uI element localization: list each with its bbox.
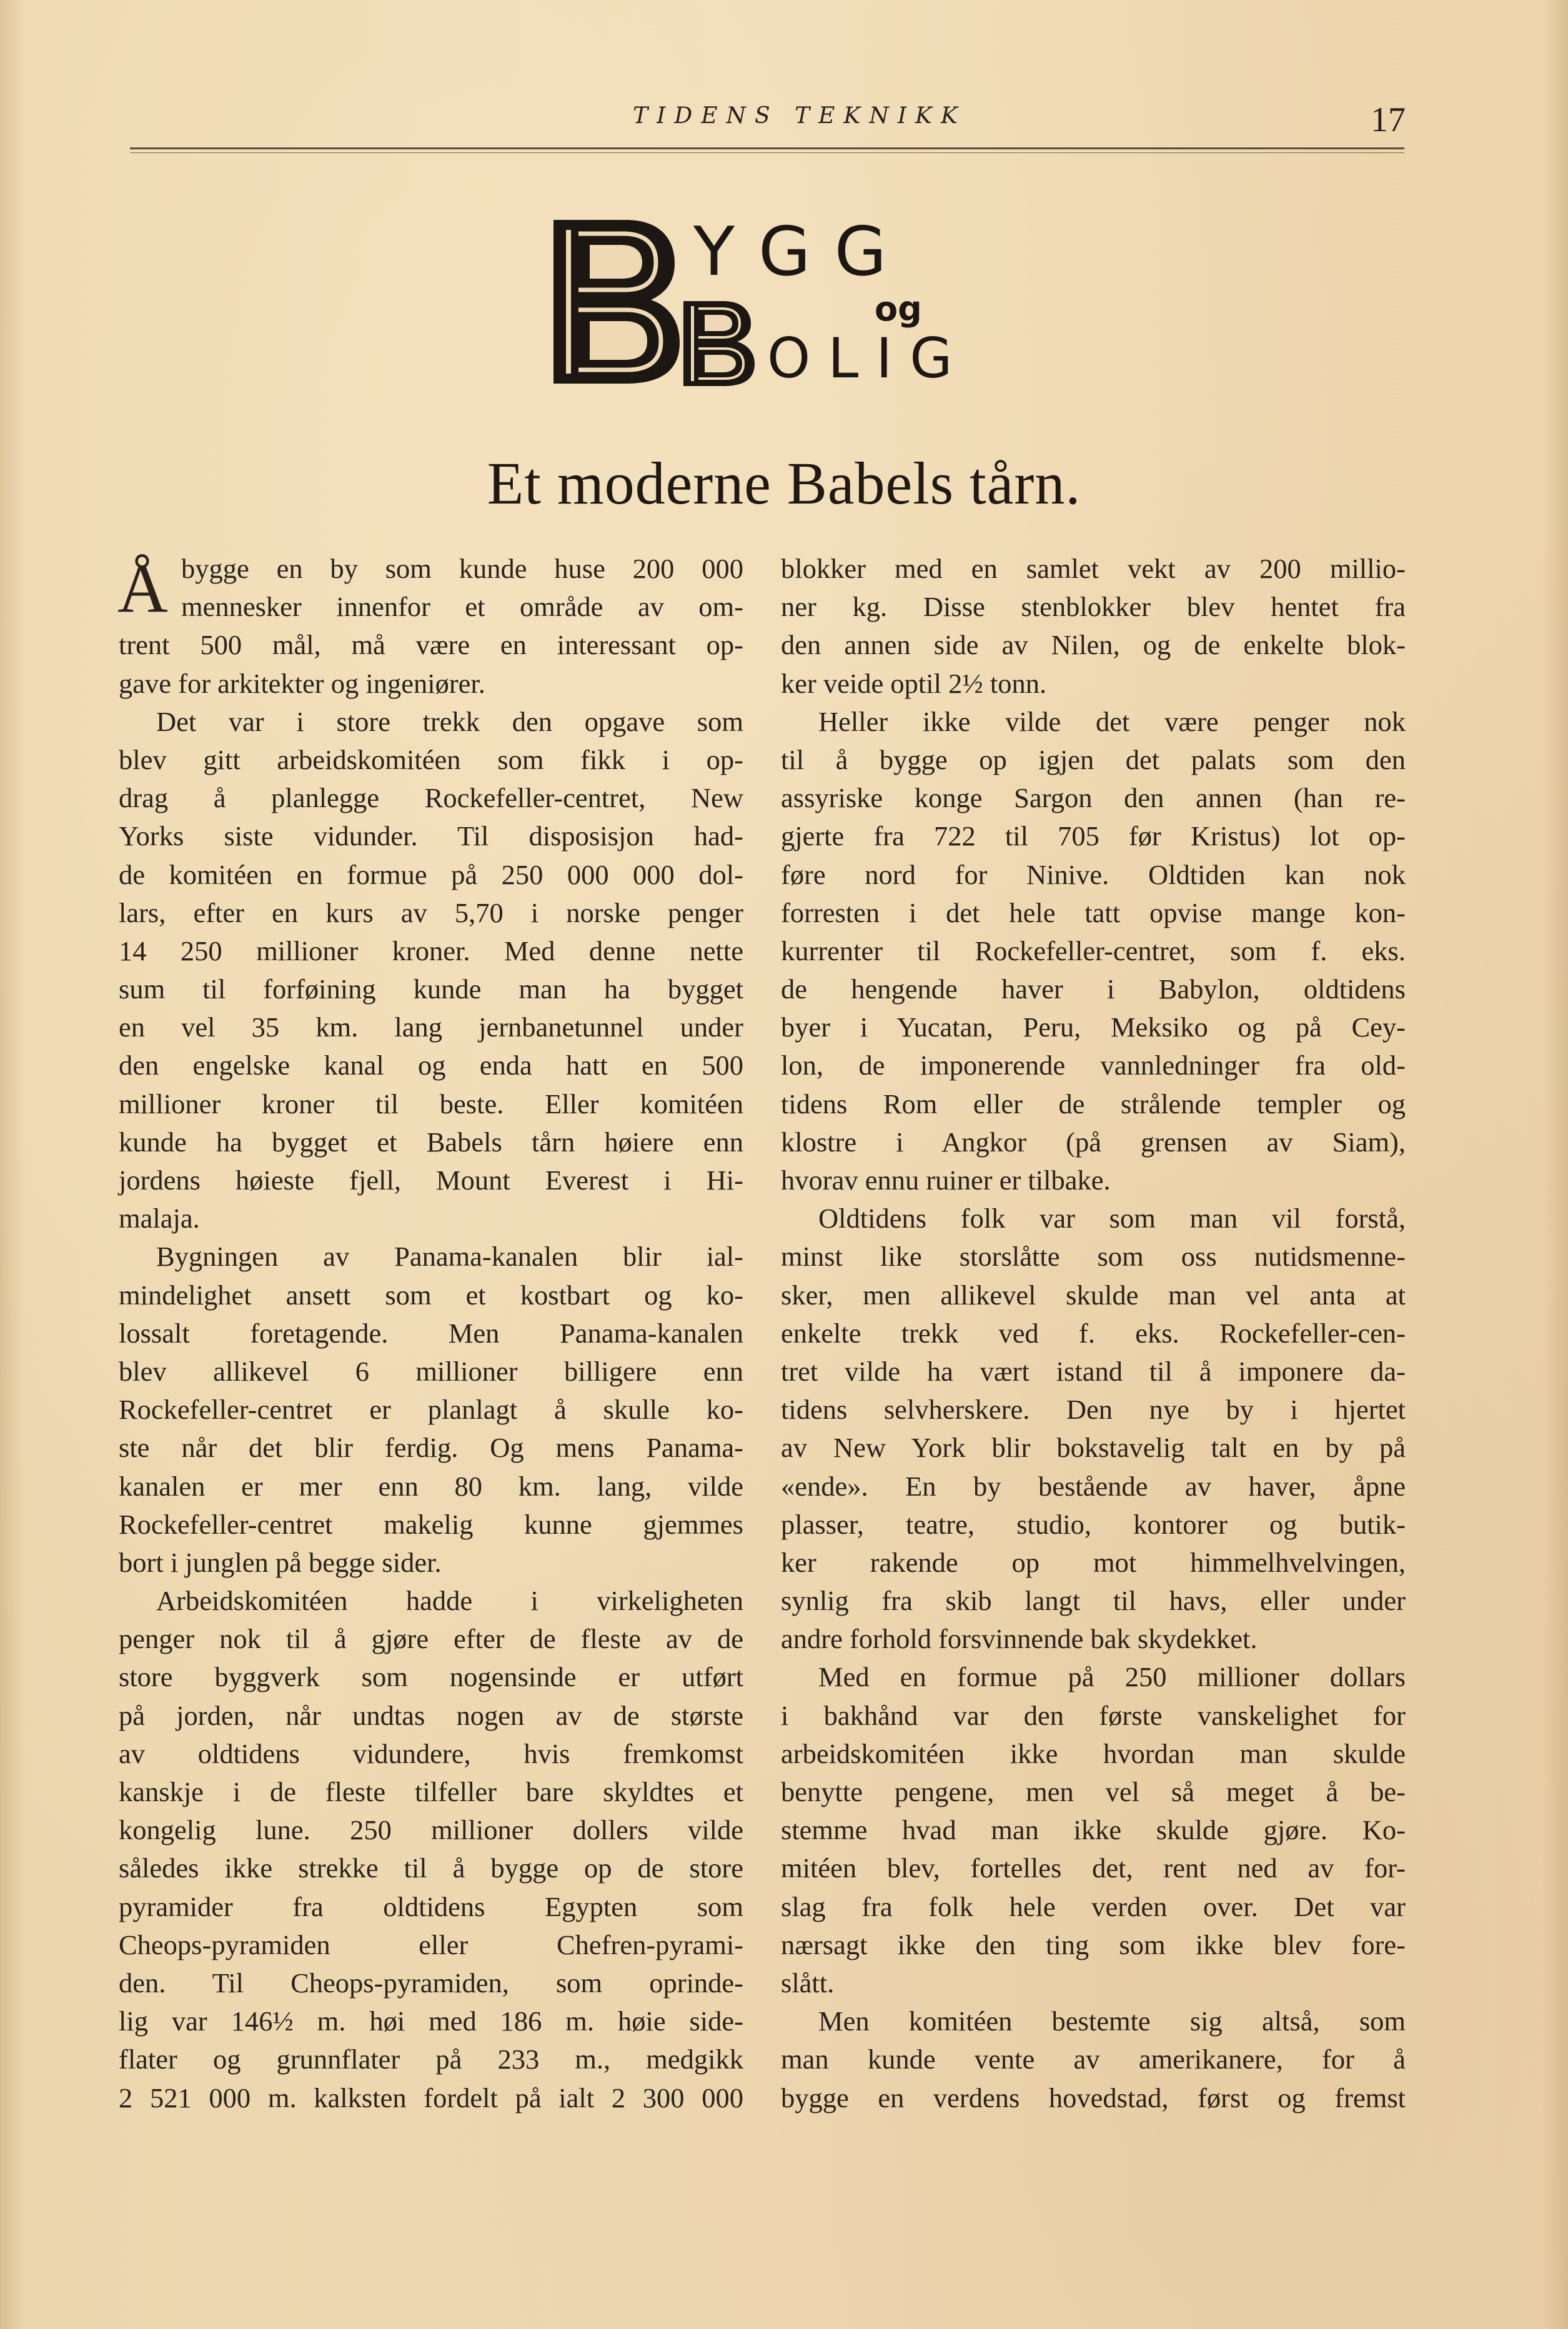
text-line: penger nok til å gjøre efter de fleste av de xyxy=(119,1623,743,1655)
text-line: Med en formue på 250 millioner dollars xyxy=(818,1661,1406,1693)
text-line: 2 521 000 m. kalksten fordelt på ialt 2 300 000 xyxy=(119,2082,743,2113)
text-line: tidens selvherskere. Den nye by i hjertet xyxy=(781,1394,1406,1426)
text-line: forresten i det hele tatt opvise mange kon- xyxy=(781,896,1406,928)
section-logo xyxy=(543,206,993,394)
text-line: lig var 146½ m. høi med 186 m. høie side- xyxy=(119,2005,743,2037)
text-line: synlig fra skib langt til havs, eller under xyxy=(781,1585,1406,1617)
text-line: Arbeidskomitéen hadde i virkeligheten xyxy=(156,1585,743,1617)
text-line: benytte pengene, men vel så meget å be- xyxy=(781,1776,1406,1807)
text-line: pyramider fra oldtidens Egypten som xyxy=(119,1890,743,1922)
text-line: tidens Rom eller de strålende templer og xyxy=(781,1088,1406,1120)
text-line: Men komitéen bestemte sig altså, som xyxy=(818,2005,1406,2037)
text-line: Heller ikke vilde det være penger nok xyxy=(818,705,1406,737)
text-line: den annen side av Nilen, og de enkelte blok- xyxy=(781,629,1406,661)
text-line: sker, men allikevel skulde man vel anta at xyxy=(781,1279,1406,1311)
text-line: byer i Yucatan, Peru, Meksiko og på Cey- xyxy=(781,1011,1406,1043)
text-line: arbeidskomitéen ikke hvordan man skulde xyxy=(781,1737,1406,1769)
text-line: Oldtidens folk var som man vil forstå, xyxy=(818,1203,1406,1234)
text-line: til å bygge op igjen det palats som den xyxy=(781,743,1406,775)
text-line: trent 500 mål, må være en interessant op- xyxy=(119,629,743,661)
text-line: store byggverk som nogensinde er utført xyxy=(119,1661,743,1693)
text-line: gave for arkitekter og ingeniører. xyxy=(119,667,485,699)
logo-word-ygg: YGG xyxy=(693,213,911,291)
text-line: lars, efter en kurs av 5,70 i norske penger xyxy=(119,896,743,928)
text-line: blokker med en samlet vekt av 200 millio- xyxy=(781,553,1406,584)
running-head: TIDENS TEKNIKK xyxy=(633,103,966,129)
logo-word-og: og xyxy=(875,289,922,329)
text-line: Yorks siste vidunder. Til disposisjon had- xyxy=(119,820,743,852)
text-line: kurrenter til Rockefeller-centret, som f. eks. xyxy=(781,935,1406,966)
text-line: slag fra folk hele verden over. Det var xyxy=(781,1890,1406,1922)
text-line: jordens høieste fjell, Mount Everest i Hi- xyxy=(119,1164,743,1196)
text-line: kongelig lune. 250 millioner dollers vilde xyxy=(119,1814,743,1846)
header-rule-thin xyxy=(130,152,1404,153)
text-line: enkelte trekk ved f. eks. Rockefeller-cen- xyxy=(781,1317,1406,1349)
text-line: av New York blir bokstavelig talt en by på xyxy=(781,1432,1406,1464)
text-line: en vel 35 km. lang jernbanetunnel under xyxy=(119,1011,743,1043)
text-line: således ikke strekke til å bygge op de store xyxy=(119,1852,743,1884)
text-line: bygge en verdens hovedstad, først og fremst xyxy=(781,2082,1406,2113)
text-line: mindelighet ansett som et kostbart og ko- xyxy=(119,1279,743,1311)
text-line: på jorden, når undtas nogen av de største xyxy=(119,1699,743,1731)
text-line: av oldtidens vidundere, hvis fremkomst xyxy=(119,1737,743,1769)
text-line: malaja. xyxy=(119,1203,200,1234)
text-line: kunde ha bygget et Babels tårn høiere enn xyxy=(119,1126,743,1158)
text-line: drag å planlegge Rockefeller-centret, New xyxy=(119,782,743,814)
text-line: millioner kroner til beste. Eller komitéen xyxy=(119,1088,743,1120)
text-line: Rockefeller-centret makelig kunne gjemmes xyxy=(119,1508,743,1540)
right-text-column xyxy=(781,550,1406,2117)
text-line: slått. xyxy=(781,1967,835,1999)
text-line: lon, de imponerende vannledninger fra old- xyxy=(781,1050,1406,1081)
text-line: hvorav ennu ruiner er tilbake. xyxy=(781,1164,1111,1196)
text-line: i bakhånd var den første vanskelighet for xyxy=(781,1699,1406,1731)
text-line: klostre i Angkor (på grensen av Siam), xyxy=(781,1126,1406,1158)
text-line: sum til forføining kunde man ha bygget xyxy=(119,973,743,1005)
article-title: Et moderne Babels tårn. xyxy=(487,450,1081,517)
logo-word-olig: OLIG xyxy=(767,326,970,390)
text-line: de komitéen en formue på 250 000 000 dol- xyxy=(119,858,743,890)
text-line: mennesker innenfor et område av om- xyxy=(181,591,743,623)
text-line: Rockefeller-centret er planlagt å skulle ko- xyxy=(119,1394,743,1426)
text-line: bort i junglen på begge sider. xyxy=(119,1546,442,1578)
text-line: Cheops-pyramiden eller Chefren-pyrami- xyxy=(119,1929,743,1960)
logo-big-b-letter xyxy=(551,217,682,386)
text-line: man kunde vente av amerikanere, for å xyxy=(781,2043,1406,2075)
text-line: tret vilde ha vært istand til å imponere da- xyxy=(781,1355,1406,1387)
text-line: Det var i store trekk den opgave som xyxy=(156,705,743,737)
text-line: ner kg. Disse stenblokker blev hentet fra xyxy=(781,591,1406,623)
text-line: «ende». En by bestående av haver, åpne xyxy=(781,1470,1406,1502)
text-line: 14 250 millioner kroner. Med denne nette xyxy=(119,935,743,966)
text-line: de hengende haver i Babylon, oldtidens xyxy=(781,973,1406,1005)
text-line: Bygningen av Panama-kanalen blir ial- xyxy=(156,1241,743,1273)
page-number: 17 xyxy=(1371,101,1406,139)
text-line: mitéen blev, fortelles det, rent ned av for- xyxy=(781,1852,1406,1884)
text-line: ste når det blir ferdig. Og mens Panama- xyxy=(119,1432,743,1464)
text-line: minst like storslåtte som oss nutidsmenne- xyxy=(781,1241,1406,1273)
text-line: den. Til Cheops-pyramiden, som oprinde- xyxy=(119,1967,743,1999)
text-line: ker rakende op mot himmelhvelvingen, xyxy=(781,1546,1406,1578)
text-line: ker veide optil 2½ tonn. xyxy=(781,667,1047,699)
left-text-column xyxy=(119,550,743,2117)
text-line: plasser, teatre, studio, kontorer og butik- xyxy=(781,1508,1406,1540)
text-line: blev allikevel 6 millioner billigere enn xyxy=(119,1355,743,1387)
text-line: føre nord for Ninive. Oldtiden kan nok xyxy=(781,858,1406,890)
text-line: andre forhold forsvinnende bak skydekket. xyxy=(781,1623,1258,1655)
text-line: kanalen er mer enn 80 km. lang, vilde xyxy=(119,1470,743,1502)
text-line: stemme hvad man ikke skulde gjøre. Ko- xyxy=(781,1814,1406,1846)
text-line: assyriske konge Sargon den annen (han re- xyxy=(781,782,1406,814)
text-line: flater og grunnflater på 233 m., medgikk xyxy=(119,2043,743,2075)
text-line: nærsagt ikke den ting som ikke blev fore- xyxy=(781,1929,1406,1960)
text-line: den engelske kanal og enda hatt en 500 xyxy=(119,1050,743,1081)
logo-small-b-letter xyxy=(682,300,757,387)
text-line: lossalt foretagende. Men Panama-kanalen xyxy=(119,1317,743,1349)
text-line: bygge en by som kunde huse 200 000 xyxy=(181,553,743,584)
text-line: gjerte fra 722 til 705 før Kristus) lot op- xyxy=(781,820,1406,852)
text-line: blev gitt arbeidskomitéen som fikk i op- xyxy=(119,743,743,775)
header-rule xyxy=(130,147,1404,149)
text-line: kanskje i de fleste tilfeller bare skyldtes et xyxy=(119,1776,743,1807)
drop-cap: Å xyxy=(117,550,168,627)
